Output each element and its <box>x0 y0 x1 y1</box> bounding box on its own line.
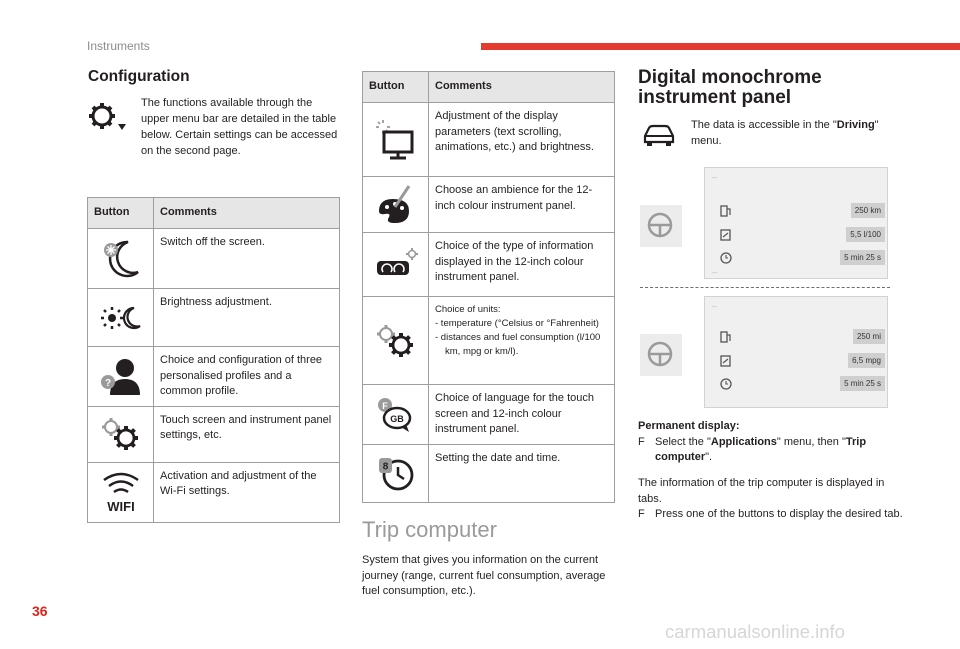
row-comment: Adjustment of the display parameters (text scrolling, animations, etc.) and brightness. <box>429 103 615 177</box>
units-bullet: - distances and fuel consumption (l/100 km, mpg or km/l). <box>435 332 601 357</box>
table-row <box>363 233 615 297</box>
range-value: 250 km <box>851 203 885 218</box>
instrument-panel-illustration-1 <box>640 167 890 279</box>
duration-value: 5 min 25 s <box>840 250 885 265</box>
wifi-icon-label: WIFI <box>106 499 135 514</box>
language-bubble-icon <box>373 394 419 434</box>
table-row <box>88 229 340 289</box>
timer-icon <box>719 251 733 265</box>
row-comment: Choose an ambience for the 12-inch colour instrument panel. <box>429 177 615 233</box>
trip-tabs-info: The information of the trip computer is displayed in tabs. <box>638 477 885 505</box>
column-header-button: Button <box>88 198 154 229</box>
wifi-icon <box>98 470 144 514</box>
range-value: 250 mi <box>853 329 885 344</box>
fuel-pump-icon <box>719 330 733 344</box>
configuration-heading: Configuration <box>88 68 190 85</box>
section-label: Instruments <box>87 39 150 53</box>
trip-computer-menu-name: Trip computer <box>655 435 867 463</box>
digital-panel-heading: Digital monochrome instrument panel <box>638 67 822 108</box>
column-header-button: Button <box>363 72 429 103</box>
trip-tabs-step: F Press one of the buttons to display the desired tab. <box>638 507 903 523</box>
row-comment: Touch screen and instrument panel settings, etc. <box>154 406 340 462</box>
column-header-comments: Comments <box>429 72 615 103</box>
configuration-table-2 <box>362 71 615 503</box>
configuration-intro: The functions available through the upper menu bar are detailed in the table below. Certain settings can be accessed on the second page. <box>141 97 338 157</box>
instrument-screen: ← 250 mi 6,5 mpg 5 min 25 s <box>704 296 888 408</box>
clock-icon-label: 8 <box>382 461 388 473</box>
table-row <box>363 177 615 233</box>
language-icon-label-2: GB <box>389 414 404 425</box>
duration-row <box>719 249 887 267</box>
table-row <box>88 462 340 522</box>
duration-value: 5 min 25 s <box>840 376 885 391</box>
consumption-icon <box>719 354 733 368</box>
permanent-display-block <box>638 419 903 466</box>
units-bullet: - temperature (°Celsius or °Fahrenheit) <box>435 318 599 329</box>
separator-dashed <box>640 287 890 288</box>
driving-note: The data is accessible in the "Driving" menu. <box>691 119 879 147</box>
palette-brush-icon <box>373 183 419 227</box>
bullet-glyph: F <box>638 508 645 520</box>
table-row <box>363 444 615 502</box>
instrument-screen: ← 250 km 5,5 l/100 5 min 25 s ← <box>704 167 888 279</box>
row-comment: Choice and configuration of three personalised profiles and a common profile. <box>154 347 340 407</box>
brightness-icon <box>98 298 144 338</box>
applications-menu-name: Applications <box>710 435 777 448</box>
table-row <box>88 347 340 407</box>
row-comment: Choice of the type of information displayed in the 12-inch colour instrument panel. <box>429 233 615 297</box>
settings-gear-dropdown-icon <box>86 100 126 136</box>
language-icon-label-1: F <box>381 401 388 412</box>
clock-icon <box>373 453 419 493</box>
trip-tabs-block <box>638 476 903 523</box>
display-brightness-icon <box>373 118 419 162</box>
svg-text:?: ? <box>104 378 111 390</box>
permanent-display-title: Permanent display: <box>638 420 740 432</box>
trip-computer-heading: Trip computer <box>362 517 497 542</box>
profile-icon <box>98 355 144 397</box>
car-icon <box>641 120 677 148</box>
section-accent-bar <box>481 43 960 50</box>
steering-wheel-icon <box>640 205 682 247</box>
range-row <box>719 328 887 346</box>
consumption-value: 5,5 l/100 <box>846 227 885 242</box>
row-comment: Choice of language for the touch screen and 12-inch colour instrument panel. <box>429 385 615 445</box>
permanent-display-step: F Select the "Applications" menu, then "Trip computer". <box>638 435 867 463</box>
timer-icon <box>719 377 733 391</box>
driving-menu-name: Driving <box>836 119 875 131</box>
screen-off-moon-icon <box>98 236 144 282</box>
consumption-row <box>719 352 887 370</box>
configuration-table-1 <box>87 197 340 523</box>
row-comment: Activation and adjustment of the Wi-Fi settings. <box>154 462 340 522</box>
steering-wheel-icon <box>640 334 682 376</box>
column-header-comments: Comments <box>154 198 340 229</box>
bullet-glyph: F <box>638 435 645 448</box>
table-row <box>88 406 340 462</box>
consumption-row <box>719 226 887 244</box>
instrument-panel-illustration-2 <box>640 296 890 408</box>
duration-row <box>719 375 887 393</box>
consumption-icon <box>719 228 733 242</box>
table-row <box>363 103 615 177</box>
table-row <box>363 297 615 385</box>
units-gears-icon <box>373 321 419 361</box>
table-row <box>88 289 340 347</box>
consumption-value: 6,5 mpg <box>848 353 885 368</box>
table-row <box>363 385 615 445</box>
watermark: carmanualsonline.info <box>665 621 845 642</box>
row-comment: Switch off the screen. <box>154 229 340 289</box>
instrument-type-icon <box>373 245 419 285</box>
row-comment <box>429 297 615 385</box>
row-comment: Setting the date and time. <box>429 444 615 502</box>
page-number: 36 <box>32 603 48 619</box>
trip-computer-description: System that gives you information on the current journey (range, current fuel consumption, average fuel consumption, etc.). <box>362 554 606 597</box>
units-title: Choice of units: <box>435 304 501 315</box>
fuel-pump-icon <box>719 204 733 218</box>
row-comment: Brightness adjustment. <box>154 289 340 347</box>
settings-gears-icon <box>98 414 144 454</box>
range-row <box>719 202 887 220</box>
